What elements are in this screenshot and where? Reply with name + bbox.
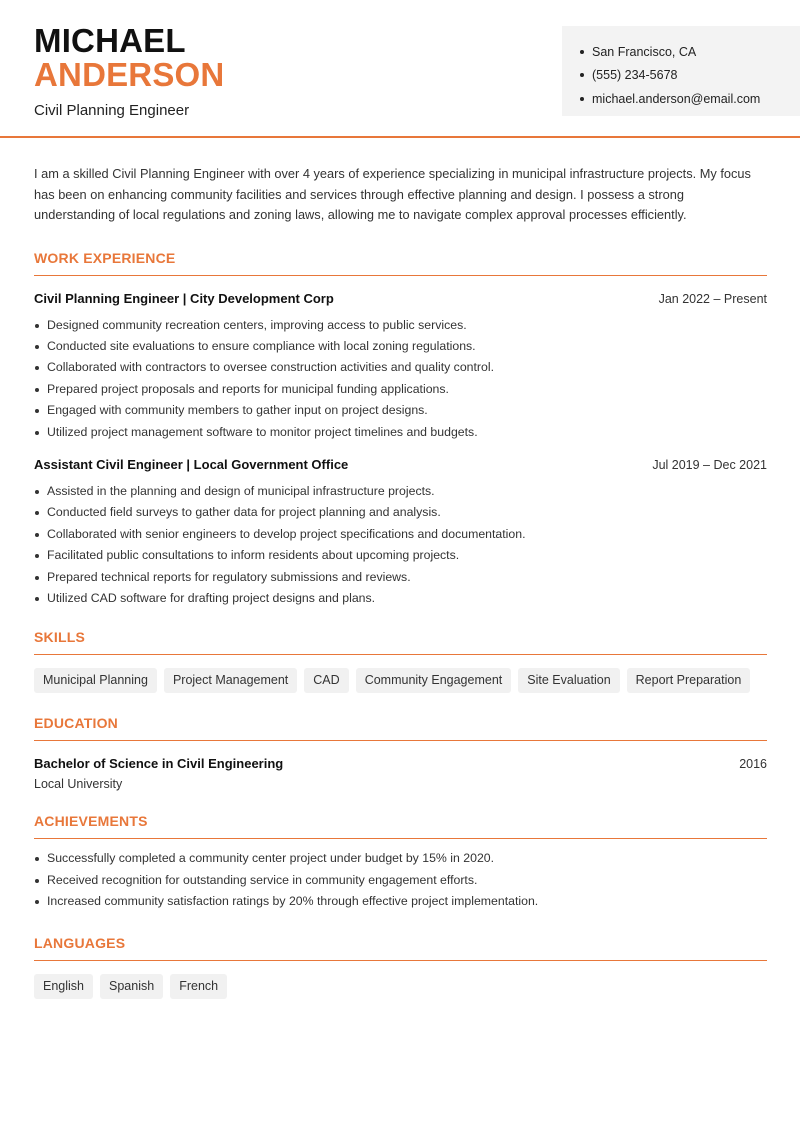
list-item: Collaborated with senior engineers to develop project specifications and documentation.: [34, 524, 767, 545]
skill-tag: Site Evaluation: [518, 668, 619, 693]
bullet-icon: [580, 97, 584, 101]
contact-phone-text: (555) 234-5678: [592, 68, 678, 83]
contact-email-text: michael.anderson@email.com: [592, 91, 761, 106]
contact-location: [580, 40, 800, 64]
contact-phone: [580, 64, 800, 88]
language-tag: English: [34, 974, 93, 999]
list-item: Assisted in the planning and design of municipal infrastructure projects.: [34, 481, 767, 502]
achievements-list: [34, 848, 767, 912]
job-role: Assistant Civil Engineer | Local Government Office: [34, 456, 349, 472]
education-year: 2016: [739, 757, 767, 772]
contact-email: [580, 87, 800, 111]
list-item: Designed community recreation centers, improving access to public services.: [34, 315, 767, 336]
list-item: Collaborated with contractors to oversee construction activities and quality control.: [34, 357, 767, 378]
skill-tag: Community Engagement: [356, 668, 512, 693]
list-item: Engaged with community members to gather input on project designs.: [34, 400, 767, 421]
skill-tag: CAD: [304, 668, 348, 693]
list-item: Successfully completed a community center project under budget by 15% in 2020.: [34, 848, 767, 869]
first-name: MICHAEL: [34, 22, 186, 59]
list-item: Conducted site evaluations to ensure compliance with local zoning regulations.: [34, 336, 767, 357]
job-date: Jan 2022 – Present: [658, 291, 767, 306]
skills-tags: [34, 668, 767, 693]
contact-location-text: San Francisco, CA: [592, 44, 697, 59]
skills-heading: SKILLS: [34, 629, 767, 655]
languages-tags: [34, 974, 767, 999]
languages-heading: LANGUAGES: [34, 935, 767, 961]
resume-body: [34, 138, 767, 999]
education-entry: [34, 756, 767, 791]
list-item: Prepared technical reports for regulatory submissions and reviews.: [34, 567, 767, 588]
last-name: ANDERSON: [34, 56, 225, 93]
work-experience-heading: WORK EXPERIENCE: [34, 250, 767, 276]
name-block: [34, 24, 224, 119]
skill-tag: Report Preparation: [627, 668, 751, 693]
education-school: Local University: [34, 777, 123, 792]
job-date: Jul 2019 – Dec 2021: [652, 457, 767, 472]
achievements-heading: ACHIEVEMENTS: [34, 813, 767, 839]
resume-header: [0, 0, 800, 138]
job-title: Civil Planning Engineer: [34, 102, 190, 119]
list-item: Utilized project management software to monitor project timelines and budgets.: [34, 422, 767, 443]
list-item: Prepared project proposals and reports for municipal funding applications.: [34, 379, 767, 400]
education-heading: EDUCATION: [34, 715, 767, 741]
list-item: Received recognition for outstanding service in community engagement efforts.: [34, 870, 767, 891]
skill-tag: Project Management: [164, 668, 297, 693]
language-tag: French: [170, 974, 227, 999]
job-entry: [34, 457, 767, 609]
education-degree: Bachelor of Science in Civil Engineering: [34, 756, 284, 772]
list-item: Conducted field surveys to gather data for project planning and analysis.: [34, 502, 767, 523]
list-item: Increased community satisfaction ratings by 20% through effective project implementation.: [34, 891, 767, 912]
summary: I am a skilled Civil Planning Engineer with over 4 years of experience specializing in municipal infrastructure projects. My focus has been on enhancing community facilities and services through effective planning and design. I possess a strong understanding of local regulations and zoning laws, allowing me to navigate complex approval processes efficiently.: [34, 166, 751, 222]
bullet-icon: [580, 73, 584, 77]
job-bullets: [34, 481, 767, 609]
job-bullets: [34, 315, 767, 443]
list-item: Utilized CAD software for drafting project designs and plans.: [34, 588, 767, 609]
language-tag: Spanish: [100, 974, 163, 999]
list-item: Facilitated public consultations to inform residents about upcoming projects.: [34, 545, 767, 566]
bullet-icon: [580, 50, 584, 54]
skill-tag: Municipal Planning: [34, 668, 157, 693]
contact-box: [562, 26, 800, 116]
job-role: Civil Planning Engineer | City Development Corp: [34, 290, 334, 306]
job-entry: [34, 291, 767, 443]
